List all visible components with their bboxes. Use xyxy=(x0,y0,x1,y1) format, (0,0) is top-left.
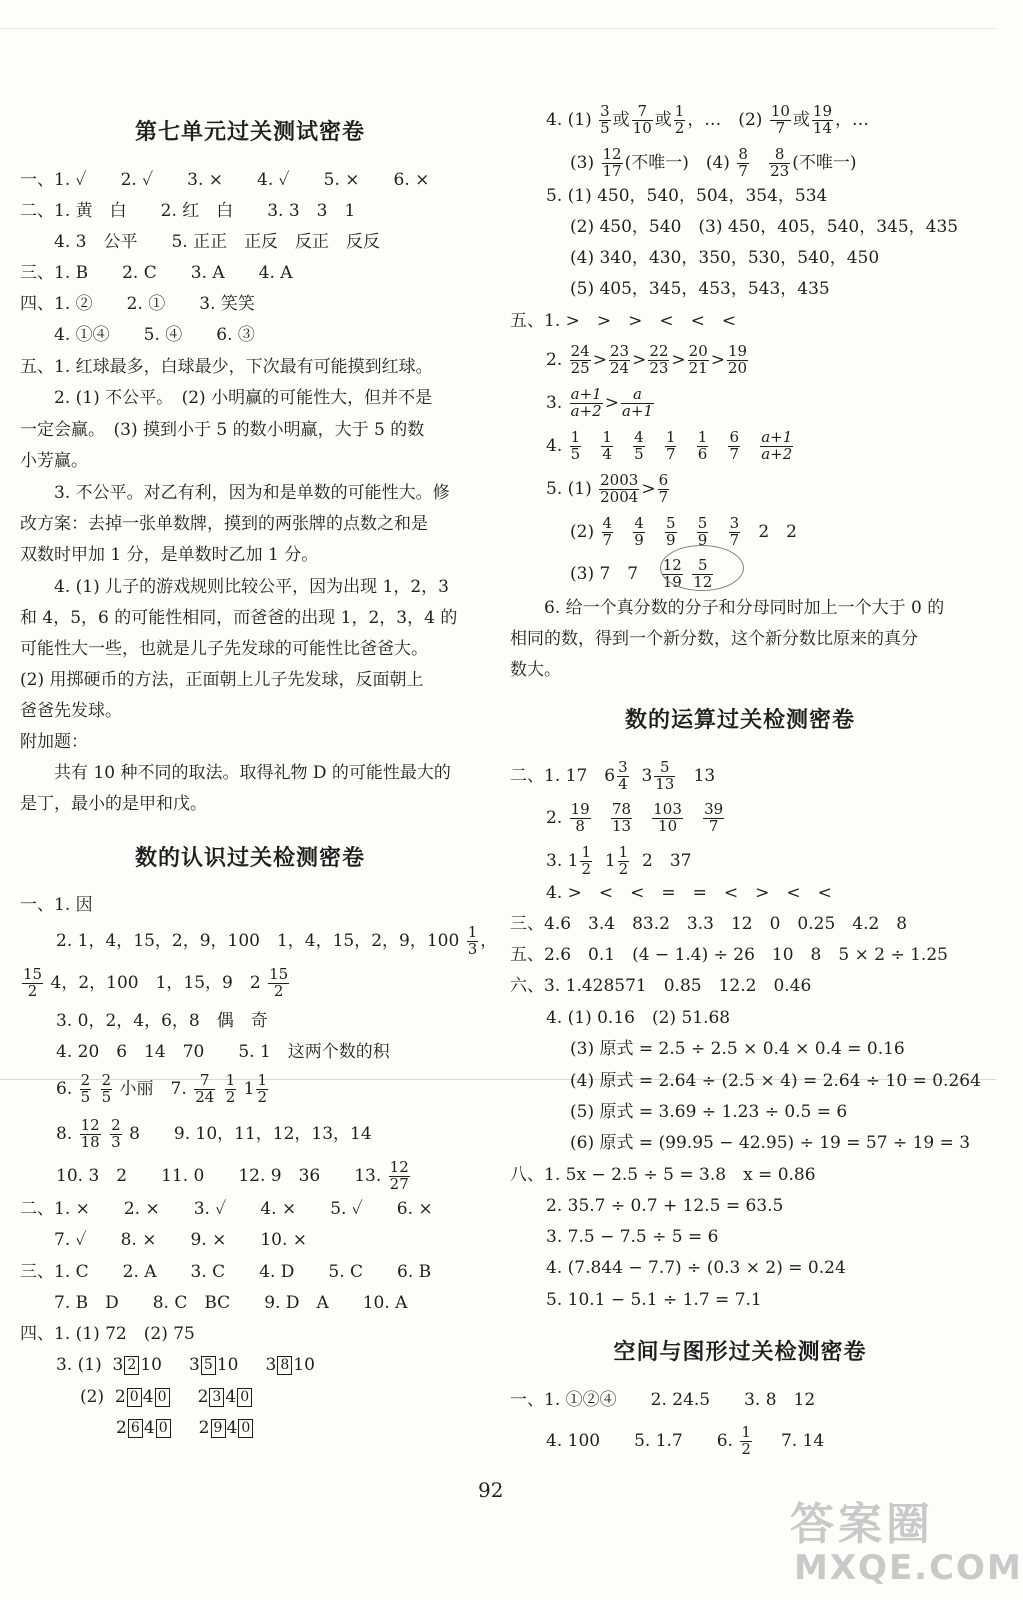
section-title-operations: 数的运算过关检测密卷 xyxy=(624,708,855,733)
digit-box: 0 xyxy=(238,1419,253,1438)
answer-text: 或 xyxy=(612,109,630,130)
answer-line xyxy=(546,430,795,463)
watermark-logo xyxy=(790,1488,1023,1592)
answer-line: 八、1. 5x − 2.5 ÷ 5 = 3.8 x = 0.86 xyxy=(510,1165,816,1185)
answer-line: (2) 用掷硬币的方法，正面朝上儿子先发球，反面朝上 xyxy=(20,670,424,690)
answer-text: (2) xyxy=(80,1387,105,1407)
digit-box: 6 xyxy=(128,1419,143,1438)
fraction: $\frac{a+1}{a+2}$ xyxy=(761,428,793,463)
fraction: $\frac{12}{18}$ xyxy=(80,1116,100,1151)
fraction: $\frac{1}{3}$ xyxy=(467,923,478,958)
answer-line: (5) 405，345，453，543，435 xyxy=(570,279,830,299)
answer-text: 8 9. 10，11，12，13，14 xyxy=(129,1123,372,1144)
answer-line: 双数时甲加 1 分，是单数时乙加 1 分。 xyxy=(20,545,319,565)
digit-box: 3 xyxy=(209,1388,224,1407)
answer-line: 五、1. 红球最多，白球最少，下次最有可能摸到红球。 xyxy=(20,357,433,377)
answer-line xyxy=(570,516,797,549)
fraction: $\frac{3}{4}$ xyxy=(618,758,628,793)
fraction: $\frac{7}{24}$ xyxy=(195,1071,215,1106)
answer-line: 一、1. 因 xyxy=(20,895,93,915)
answer-line: 附加题： xyxy=(20,732,88,752)
answer-line: (6) 原式 = (99.95 − 42.95) ÷ 19 = 57 ÷ 19 = 3 xyxy=(570,1133,971,1153)
fraction: $\frac{19}{8}$ xyxy=(570,800,590,835)
answer-line: 小芳赢。 xyxy=(20,451,88,471)
fraction: $\frac{15}{2}$ xyxy=(269,965,289,1000)
answer-line xyxy=(546,344,750,377)
answer-text: > xyxy=(710,349,726,370)
answer-line: 三、1. B 2. C 3. A 4. A xyxy=(20,263,293,283)
fraction: $\frac{1}{5}$ xyxy=(570,428,581,463)
answer-line: (5) 原式 = 3.69 ÷ 1.23 ÷ 0.5 = 6 xyxy=(570,1102,848,1122)
fraction: $\frac{103}{10}$ xyxy=(653,800,682,835)
fraction: $\frac{1}{2}$ xyxy=(618,843,629,878)
fraction: $\frac{39}{7}$ xyxy=(704,800,724,835)
answer-line xyxy=(546,1425,824,1458)
answer-line: 2. 35.7 ÷ 0.7 + 12.5 = 63.5 xyxy=(546,1196,784,1216)
answer-line: 4. ①④ 5. ④ 6. ③ xyxy=(20,325,255,345)
digit-box: 5 xyxy=(201,1356,216,1375)
fraction: $\frac{2003}{2004}$ xyxy=(600,471,639,506)
answer-line: 6. $\frac{2}{5}$ $\frac{2}{5}$ 小丽 7. $\frac{7}{24}$ $\frac{1}{2}$ 1 $\frac{1}{2}$ xyxy=(56,1071,268,1106)
answer-text: > xyxy=(632,349,647,370)
answer-line xyxy=(546,104,869,137)
answer-text: 4. (1) xyxy=(546,109,592,130)
digit-box: 9 xyxy=(211,1419,226,1438)
fraction: $\frac{2}{5}$ xyxy=(101,1071,112,1106)
fraction: $\frac{19}{14}$ xyxy=(812,102,832,137)
answer-line: (4) 原式 = 2.64 ÷ (2.5 × 4) = 2.64 ÷ 10 = 0.264 xyxy=(570,1071,981,1091)
answer-text: 3. 1 xyxy=(546,850,579,871)
answer-line: 5. 10.1 − 5.1 ÷ 1.7 = 7.1 xyxy=(546,1290,762,1310)
answer-text: 4，2，100 1，15，9 2 xyxy=(50,972,261,993)
fraction: $\frac{8}{23}$ xyxy=(770,145,790,180)
answer-text: > xyxy=(604,392,619,413)
fraction: $\frac{a}{a+1}$ xyxy=(621,385,654,420)
digit-box: 0 xyxy=(127,1388,142,1407)
fraction: $\frac{a+1}{a+2}$ xyxy=(570,385,602,420)
answer-text: 5. (1) xyxy=(546,478,592,499)
answer-line: (3) 原式 = 2.5 ÷ 2.5 × 0.4 × 0.4 = 0.16 xyxy=(570,1039,905,1059)
answer-line: 是丁，最小的是甲和戊。 xyxy=(20,794,207,814)
answer-line: 三、4.6 3.4 83.2 3.3 12 0 0.25 4.2 8 xyxy=(510,914,908,934)
fraction: $\frac{7}{10}$ xyxy=(632,102,652,137)
answer-text: 或 xyxy=(792,109,810,130)
answer-text: 13 xyxy=(693,765,716,786)
fraction: $\frac{24}{25}$ xyxy=(570,342,590,377)
fraction: $\frac{6}{7}$ xyxy=(729,428,740,463)
answer-line: 一、1. ①②④ 2. 24.5 3. 8 12 xyxy=(510,1390,816,1410)
fraction: $\frac{4}{7}$ xyxy=(602,514,613,549)
answer-text: > xyxy=(671,349,686,370)
fraction: $\frac{1}{7}$ xyxy=(665,428,676,463)
ink-stamp xyxy=(660,545,744,591)
answer-line: 7. ✓ 8. × 9. × 10. × xyxy=(20,1230,308,1250)
fraction: $\frac{12}{17}$ xyxy=(602,145,622,180)
answer-line: 三、1. C 2. A 3. C 4. D 5. C 6. B xyxy=(20,1262,432,1282)
answer-text: > xyxy=(641,478,656,499)
answer-line: 3. (1) 3 2 10 3 5 10 3 8 10 xyxy=(56,1355,315,1375)
fraction: $\frac{2}{3}$ xyxy=(111,1116,121,1151)
fraction: $\frac{3}{5}$ xyxy=(600,102,610,137)
fraction: $\frac{1}{2}$ xyxy=(257,1071,268,1106)
answer-text: ，… xyxy=(835,109,869,130)
answer-line: 4. 3 公平 5. 正正 正反 反正 反反 xyxy=(20,232,381,252)
answer-line: 3. 7.5 − 7.5 ÷ 5 = 6 xyxy=(546,1227,719,1247)
answer-line: 五、2.6 0.1 (4 − 1.4) ÷ 26 10 8 5 × 2 ÷ 1.25 xyxy=(510,945,948,965)
answer-line: 四、1. ② 2. ① 3. 笑笑 xyxy=(20,294,255,314)
answer-line: 2 6 4 0 2 9 4 0 xyxy=(116,1416,254,1440)
digit-box: 2 xyxy=(124,1356,139,1375)
answer-text: 8. xyxy=(56,1123,73,1144)
answer-text: 6. xyxy=(56,1078,73,1099)
answer-line: 共有 10 种不同的取法。取得礼物 D 的可能性最大的 xyxy=(20,763,451,783)
digit-box: 0 xyxy=(156,1419,171,1438)
answer-line: 爸爸先发球。 xyxy=(20,701,122,721)
fraction: $\frac{23}{24}$ xyxy=(609,342,630,377)
answer-line: 四、1. (1) 72 (2) 75 xyxy=(20,1324,195,1344)
answer-line: 3. 不公平。对乙有利，因为和是单数的可能性大。修 xyxy=(20,483,450,503)
answer-text: (2) xyxy=(570,521,595,542)
answer-line: 4. (1) 儿子的游戏规则比较公平，因为出现 1，2，3 xyxy=(20,577,449,597)
answer-text: 2. xyxy=(546,807,563,828)
fraction: $\frac{4}{5}$ xyxy=(634,428,644,463)
answer-line xyxy=(546,387,656,420)
answer-text: 或 xyxy=(654,109,672,130)
answer-line xyxy=(546,845,691,878)
answer-line: (2) 450，540 (3) 450，405，540，345，435 xyxy=(570,217,959,237)
fraction: $\frac{5}{12}$ xyxy=(693,556,713,591)
answer-text: 2. xyxy=(546,349,563,370)
fraction: $\frac{5}{9}$ xyxy=(697,514,708,549)
answer-line: 五、1. > > > < < < xyxy=(510,311,737,331)
answer-text: (不唯一) xyxy=(792,152,857,173)
answer-text: 3 xyxy=(641,765,653,786)
answer-line: (4) 340，430，350，530，540，450 xyxy=(570,248,880,268)
answer-line: 一、1. ✓ 2. ✓ 3. × 4. ✓ 5. × 6. × xyxy=(20,170,430,190)
answer-line: 3. 0，2，4，6，8 偶 奇 xyxy=(56,1011,268,1031)
watermark-url: MXQE.COM xyxy=(794,1548,1023,1588)
answer-line: 数大。 xyxy=(510,660,561,680)
answer-line: 2. 1，4，15，2，9，100 1，4，15，2，9，100 $\frac{1}{3}$ ， xyxy=(56,923,498,958)
fraction: $\frac{1}{2}$ xyxy=(674,102,685,137)
answer-text: 3. (1) xyxy=(56,1355,102,1375)
answer-text: 4. 100 5. 1.7 6. xyxy=(546,1430,733,1451)
answer-line xyxy=(20,967,291,1000)
answer-line xyxy=(510,760,715,793)
answer-line: 相同的数，得到一个新分数，这个新分数比原来的真分 xyxy=(510,629,918,649)
digit-box: 0 xyxy=(155,1388,170,1407)
answer-line: 二、1. 黄 白 2. 红 白 3. 3 3 1 xyxy=(20,201,356,221)
answer-line: 和 4，5，6 的可能性相同，而爸爸的出现 1，2，3，4 的 xyxy=(20,608,458,628)
fraction: $\frac{6}{7}$ xyxy=(658,471,669,506)
answer-line: (2) 2 0 4 0 2 3 4 0 xyxy=(80,1385,253,1409)
answer-text: 1 xyxy=(604,850,616,871)
answer-text: (3) xyxy=(570,152,595,173)
answer-text: 2. 1，4，15，2，9，100 1，4，15，2，9，100 xyxy=(56,930,460,951)
answer-line: 可能性大一些，也就是儿子先发球的可能性比爸爸大。 xyxy=(20,639,428,659)
section-title-unit7: 第七单元过关测试密卷 xyxy=(134,120,365,145)
answer-line: 一定会赢。 (3) 摸到小于 5 的数小明赢，大于 5 的数 xyxy=(20,420,425,440)
answer-line: 4. > < < = = < > < < xyxy=(546,883,832,903)
fraction: $\frac{12}{19}$ xyxy=(662,556,682,591)
answer-line: 7. B D 8. C BC 9. D A 10. A xyxy=(20,1293,408,1313)
answer-text: 二、1. 17 6 xyxy=(510,765,616,786)
fraction: $\frac{5}{13}$ xyxy=(655,758,675,793)
fraction: $\frac{1}{6}$ xyxy=(697,428,708,463)
answer-line: 2. (1) 不公平。 (2) 小明赢的可能性大，但并不是 xyxy=(20,388,433,408)
fraction: $\frac{1}{2}$ xyxy=(581,843,591,878)
answer-text: 10. 3 2 11. 0 12. 9 36 13. xyxy=(56,1165,382,1186)
answer-text: ，… (2) xyxy=(687,109,763,130)
answer-line: 六、3. 1.428571 0.85 12.2 0.46 xyxy=(510,976,812,996)
answer-line: 6. 给一个真分数的分子和分母同时加上一个大于 0 的 xyxy=(510,598,945,618)
fraction: $\frac{4}{9}$ xyxy=(634,514,644,549)
digit-box: 0 xyxy=(237,1388,252,1407)
fraction: $\frac{3}{7}$ xyxy=(729,514,740,549)
answer-text: (不唯一) (4) xyxy=(624,152,730,173)
answer-line: 二、1. × 2. × 3. ✓ 4. × 5. ✓ 6. × xyxy=(20,1199,433,1219)
fraction: $\frac{1}{4}$ xyxy=(602,428,612,463)
fraction: $\frac{10}{7}$ xyxy=(770,102,790,137)
answer-line: 5. (1) 450，540，504，354，534 xyxy=(546,186,828,206)
answer-line xyxy=(546,473,671,506)
page-number: 92 xyxy=(478,1478,504,1502)
answer-line: 4. 20 6 14 70 5. 1 这两个数的积 xyxy=(56,1042,390,1062)
fraction: $\frac{15}{2}$ xyxy=(23,965,43,1000)
answer-text: > xyxy=(592,349,607,370)
top-rule xyxy=(0,28,996,29)
fraction: $\frac{1}{2}$ xyxy=(225,1071,236,1106)
fraction: $\frac{22}{23}$ xyxy=(649,342,669,377)
fraction: $\frac{1}{2}$ xyxy=(741,1423,751,1458)
answer-line xyxy=(56,1160,412,1193)
answer-text: 3. xyxy=(546,392,563,413)
answer-line xyxy=(546,802,726,835)
watermark-text: 答案圈 xyxy=(790,1499,934,1550)
fraction: $\frac{19}{20}$ xyxy=(728,342,748,377)
fraction: $\frac{12}{27}$ xyxy=(389,1158,409,1193)
section-title-number-recognition: 数的认识过关检测密卷 xyxy=(134,846,365,871)
answer-line xyxy=(570,147,856,180)
answer-text: 4. xyxy=(546,435,563,456)
fraction: $\frac{5}{9}$ xyxy=(666,514,676,549)
answer-line xyxy=(56,1118,372,1151)
section-title-geometry: 空间与图形过关检测密卷 xyxy=(613,1340,867,1365)
answer-line: 改方案：去掉一张单数牌，摸到的两张牌的点数之和是 xyxy=(20,514,428,534)
answer-line: 4. (7.844 − 7.7) ÷ (0.3 × 2) = 0.24 xyxy=(546,1258,846,1278)
fraction: $\frac{20}{21}$ xyxy=(688,342,708,377)
answer-text: (3) 7 7 xyxy=(570,563,639,584)
answer-text: 2 2 xyxy=(758,521,797,542)
fraction: $\frac{78}{13}$ xyxy=(611,800,632,835)
answer-text: 小丽 7. xyxy=(119,1078,187,1099)
answer-text: 2 37 xyxy=(642,850,692,871)
answer-text: 7. 14 xyxy=(780,1430,825,1451)
fraction: $\frac{2}{5}$ xyxy=(80,1071,91,1106)
digit-box: 8 xyxy=(277,1356,292,1375)
fraction: $\frac{8}{7}$ xyxy=(738,145,748,180)
answer-line: 4. (1) 0.16 (2) 51.68 xyxy=(546,1008,731,1028)
